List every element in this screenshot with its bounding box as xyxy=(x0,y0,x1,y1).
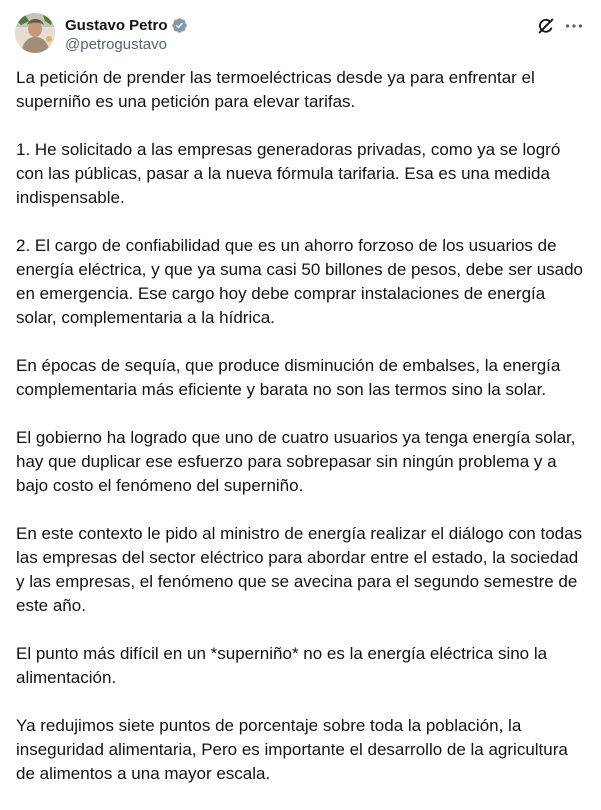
avatar[interactable] xyxy=(15,13,55,53)
grok-icon[interactable] xyxy=(535,15,557,37)
tweet-paragraph: El punto más difícil en un *superniño* no es la energía eléctrica sino la alimentación. xyxy=(16,644,548,687)
tweet-text xyxy=(16,66,586,810)
tweet-paragraph: En épocas de sequía, que produce disminución de embalses, la energía complementaria más eficiente y barata no son las termos sino la solar. xyxy=(16,356,561,399)
display-name[interactable]: Gustavo Petro xyxy=(65,16,168,34)
author-names xyxy=(65,15,188,53)
tweet-paragraph: 1. He solicitado a las empresas generadoras privadas, como ya se logró con las públicas, pasar a la nueva fórmula tarifaria. Esa es una medida indispensable. xyxy=(16,140,561,207)
tweet-paragraph: En este contexto le pido al ministro de energía realizar el diálogo con todas las empresas del sector eléctrico para abordar entre el estado, la sociedad y las empresas, el fenómeno que se avecina para el segundo semestre de este año. xyxy=(16,524,583,615)
tweet-paragraph: 2. El cargo de confiabilidad que es un ahorro forzoso de los usuarios de energía eléctrica, y que ya suma casi 50 billones de pesos, debe ser usado en emergencia. Ese cargo hoy debe comprar instalaciones de energía solar, complementaria a la hídrica. xyxy=(16,236,584,327)
verified-badge-icon xyxy=(171,17,188,34)
tweet-paragraph: Ya redujimos siete puntos de porcentaje sobre toda la población, la inseguridad alimentaria, Pero es importante el desarrollo de la agricultura de alimentos a una mayor escala. xyxy=(16,716,568,783)
tweet-paragraph: La petición de prender las termoeléctricas desde ya para enfrentar el superniño es una petición para elevar tarifas. xyxy=(16,68,535,111)
tweet-paragraph: El gobierno ha logrado que uno de cuatro usuarios ya tenga energía solar, hay que duplicar ese esfuerzo para sobrepasar sin ningún problema y a bajo costo el fenómeno del superniño. xyxy=(16,428,576,495)
more-options-icon[interactable] xyxy=(563,15,585,37)
author-handle[interactable]: @petrogustavo xyxy=(65,36,167,53)
display-name-row xyxy=(65,15,188,35)
tweet-header xyxy=(15,13,586,57)
